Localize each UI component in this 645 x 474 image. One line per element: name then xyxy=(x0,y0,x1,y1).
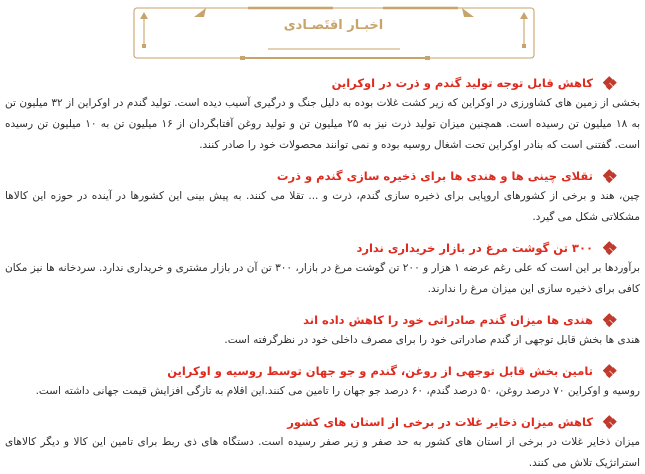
diamond-bullet-icon xyxy=(604,314,615,325)
news-heading xyxy=(0,169,615,183)
diamond-bullet-icon xyxy=(604,416,615,427)
news-body: چین، هند و برخی از کشورهای اروپایی برای ذخیره سازی گندم، ذرت و ... تقلا می کنند. به پیش بینی این کشورها در آینده در حوزه این کالاها مشکلاتی شکل می گیرد. xyxy=(5,190,640,223)
news-heading-text: ۳۰۰ تن گوشت مرغ در بازار خریداری ندارد xyxy=(356,241,593,255)
diamond-bullet-icon xyxy=(604,365,615,376)
news-section-province-reserves xyxy=(0,415,645,474)
news-section-china-india-storage xyxy=(0,169,645,228)
news-heading xyxy=(0,76,615,90)
frame-ornament-icon xyxy=(128,4,540,62)
news-heading-text: کاهش قابل توجه تولید گندم و ذرت در اوکراین xyxy=(331,76,593,90)
news-heading-text: کاهش میزان ذخایر غلات در برخی از استان های کشور xyxy=(287,415,593,429)
news-body: روسیه و اوکراین ۷۰ درصد روغن، ۵۰ درصد گندم، ۶۰ درصد جو جهان را تامین می کنند.این اقلام به تازگی افزایش قیمت جهانی داشته است. xyxy=(35,385,640,397)
news-heading xyxy=(0,313,615,327)
news-body: هندی ها بخش قابل توجهی از گندم صادراتی خود را برای مصرف داخلی خود در نظرگرفته است. xyxy=(224,334,640,346)
diamond-bullet-icon xyxy=(604,242,615,253)
news-heading xyxy=(0,241,615,255)
news-heading xyxy=(0,364,615,378)
news-section-chicken-market xyxy=(0,241,645,300)
news-heading-text: تقلای چینی ها و هندی ها برای ذخیره سازی گندم و ذرت xyxy=(276,169,593,183)
news-body: برآوردها بر این است که علی رغم عرضه ۱ هزار و ۲۰۰ تن گوشت مرغ در بازار، ۳۰۰ تن آن در بازار مشتری و خریداری ندارد. سردخانه ها نیز مکان کافی برای ذخیره سازی این میزان مرغ را ندارند. xyxy=(5,262,640,295)
diamond-bullet-icon xyxy=(604,77,615,88)
news-body: بخشی از زمین های کشاورزی در اوکراین که زیر کشت غلات بوده به دلیل جنگ و درگیری آسیب دیده است. تولید گندم در اوکراین از ۳۲ میلیون تن به ۱۸ میلیون تن رسیده است. همچنین میزان تولید ذرت نیز به ۲۵ میلیون تن و تولید روغن آفتابگردان از ۱۶ میلیون تن به ۱۰ میلیون تن رسیده است. گفتنی است که بنادر اوکراین تحت اشغال روسیه بوده و نمی توانند محصولات خود را صادر کنند. xyxy=(5,97,641,151)
news-heading-text: هندی ها میزان گندم صادراتی خود را کاهش داده اند xyxy=(303,313,593,327)
news-body: میزان ذخایر غلات در برخی از استان های کشور به حد صفر و زیر صفر رسیده است. دستگاه های ذی ربط برای تامین این کالا و دیگر کالاهای استراتژیک تلاش می کنند. xyxy=(5,436,640,469)
news-heading-text: تامین بخش قابل توجهی از روغن، گندم و جو جهان توسط روسیه و اوکراین xyxy=(167,364,593,378)
news-heading xyxy=(0,415,615,429)
news-section-russia-ukraine-supply xyxy=(0,364,645,402)
diamond-bullet-icon xyxy=(604,170,615,181)
news-section-india-wheat-export xyxy=(0,313,645,351)
header-frame xyxy=(128,4,540,62)
news-section-ukraine-production xyxy=(0,76,645,156)
page-title: اخبـار اقتَصـادی xyxy=(283,18,384,33)
